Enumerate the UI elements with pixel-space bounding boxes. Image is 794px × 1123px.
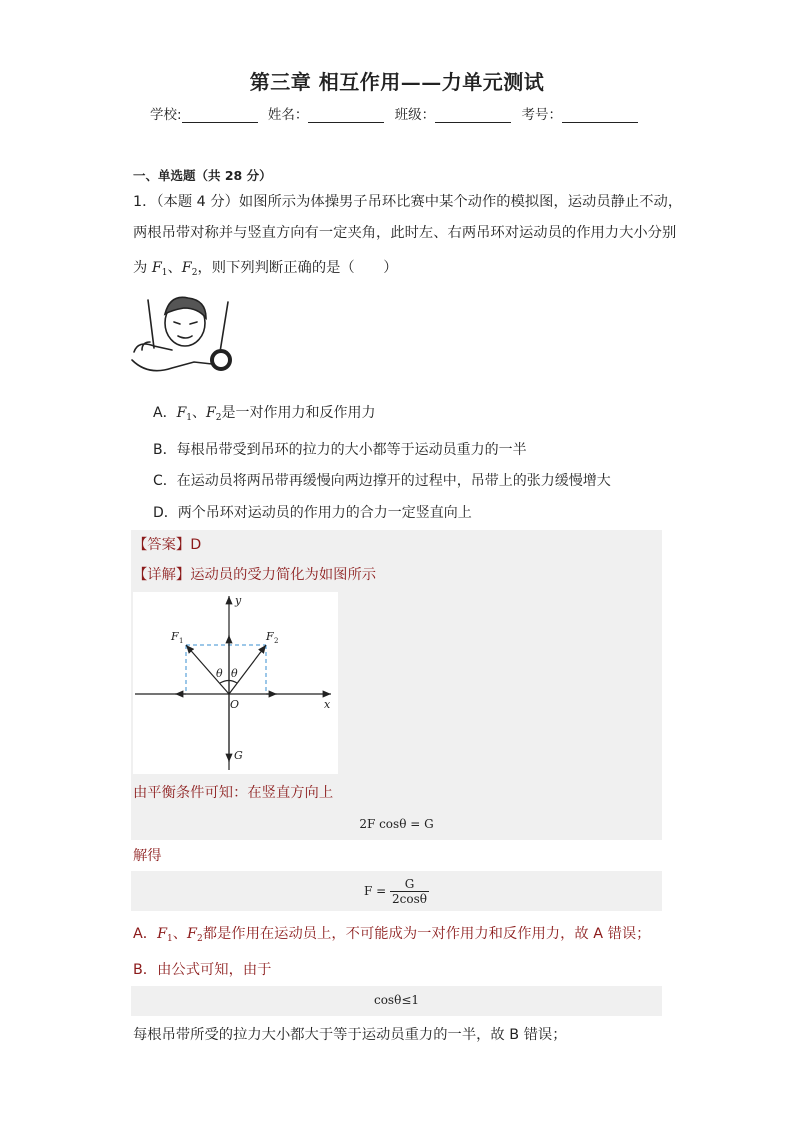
question-line-2: 两根吊带对称并与竖直方向有一定夹角，此时左、右两吊环对运动员的作用力大小分别 — [133, 225, 677, 241]
detail-label: 【详解】 — [133, 567, 191, 583]
equation-2-lhs: F = — [364, 884, 387, 898]
equation-2 — [131, 877, 662, 906]
diagram-background — [133, 592, 338, 774]
question-line-3-post: ，则下列判断正确的是（ ） — [197, 260, 398, 276]
gymnast-illustration — [128, 290, 240, 380]
f2-letter: F — [181, 260, 192, 276]
analysis-a-f2 — [187, 926, 203, 942]
option-a-f2-sub: 2 — [215, 413, 222, 423]
detail-line — [133, 565, 376, 585]
option-a-f1 — [177, 405, 192, 421]
left-hand — [142, 342, 150, 350]
school-blank[interactable] — [182, 108, 258, 123]
equation-2-box — [131, 871, 662, 911]
question-line-3-pre: 为 — [133, 260, 148, 276]
origin-label: O — [230, 698, 240, 711]
analysis-a-f2-sub: 2 — [196, 934, 203, 944]
force-diagram — [133, 592, 338, 774]
conclusion-text: 每根吊带所受的拉力大小都大于等于运动员重力的一半，故 B 错误； — [133, 1027, 567, 1043]
class-label: 班级： — [394, 107, 436, 123]
option-c[interactable]: C．在运动员将两吊带再缓慢向两边撑开的过程中，吊带上的张力缓慢增大 — [153, 473, 611, 489]
equation-1: 2F cosθ = G — [359, 817, 434, 831]
analysis-a-f1 — [157, 926, 173, 942]
option-a-sep: 、 — [192, 405, 207, 421]
analysis-a-f2-letter: F — [187, 926, 197, 942]
analysis-b: B．由公式可知，由于 — [133, 962, 272, 978]
option-b[interactable]: B．每根吊带受到吊环的拉力的大小都等于运动员重力的一半 — [153, 442, 527, 458]
answer-box — [131, 530, 662, 560]
separator: 、 — [167, 260, 182, 276]
option-a-text: 是一对作用力和反作用力 — [221, 405, 376, 421]
f2-label: F — [266, 630, 274, 643]
answer-line — [133, 535, 201, 555]
solve-text: 解得 — [133, 848, 162, 864]
answer-value: D — [190, 537, 202, 553]
f2-subscript: 2 — [191, 268, 198, 278]
question-line-1: 1．（本题 4 分）如图所示为体操男子吊环比赛中某个动作的模拟图，运动员静止不动， — [133, 194, 683, 210]
analysis-a-prefix: A． — [133, 926, 158, 942]
f1-label: F — [171, 630, 179, 643]
g-label: G — [234, 749, 243, 762]
equation-2-fraction — [390, 877, 429, 906]
question-line-3 — [133, 258, 398, 283]
name-blank[interactable] — [308, 108, 384, 123]
student-info-line — [0, 103, 794, 123]
name-label: 姓名： — [267, 107, 309, 123]
left-strap — [148, 300, 154, 348]
page-title: 第三章 相互作用——力单元测试 — [249, 70, 545, 94]
f1-letter: F — [151, 260, 162, 276]
right-strap — [220, 302, 228, 352]
analysis-a-f1-letter: F — [157, 926, 167, 942]
option-a-f2-letter: F — [206, 405, 216, 421]
class-blank[interactable] — [435, 108, 511, 123]
analysis-a-f1-sub: 1 — [167, 934, 173, 944]
analysis-a-text: 都是作用在运动员上，不可能成为一对作用力和反作用力，故 A 错误； — [202, 926, 651, 942]
f2-label-sub: 2 — [274, 637, 279, 645]
school-label: 学校: — [150, 107, 182, 123]
id-blank[interactable] — [562, 108, 638, 123]
equation-3: cosθ≤1 — [373, 993, 420, 1007]
equation-2-numerator: G — [390, 877, 429, 892]
x-label: x — [324, 698, 331, 711]
theta-right: θ — [231, 667, 238, 680]
section-heading: 一、单选题（共 28 分） — [133, 168, 272, 183]
theta-left: θ — [216, 667, 223, 680]
option-a-f2 — [206, 405, 221, 421]
equation-2-denominator: 2cosθ — [392, 892, 427, 906]
equation-3-box — [131, 986, 662, 1016]
answer-label: 【答案】 — [133, 537, 191, 553]
option-a-prefix: A． — [153, 405, 177, 421]
f1-symbol — [152, 260, 168, 276]
option-a[interactable] — [153, 403, 375, 428]
y-label: y — [235, 594, 242, 607]
analysis-a — [133, 924, 650, 949]
option-a-f1-sub: 1 — [186, 413, 193, 423]
f2-symbol — [182, 260, 198, 276]
detail-text: 运动员的受力简化为如图所示 — [190, 567, 377, 583]
f1-label-sub: 1 — [179, 637, 184, 645]
option-a-f1-letter: F — [176, 405, 187, 421]
equilibrium-text: 由平衡条件可知：在竖直方向上 — [133, 785, 334, 801]
option-d[interactable]: D．两个吊环对运动员的作用力的合力一定竖直向上 — [153, 505, 472, 521]
right-ring — [212, 351, 230, 369]
f1-subscript: 1 — [161, 268, 168, 278]
analysis-a-sep: 、 — [172, 926, 188, 942]
id-label: 考号： — [521, 107, 562, 123]
